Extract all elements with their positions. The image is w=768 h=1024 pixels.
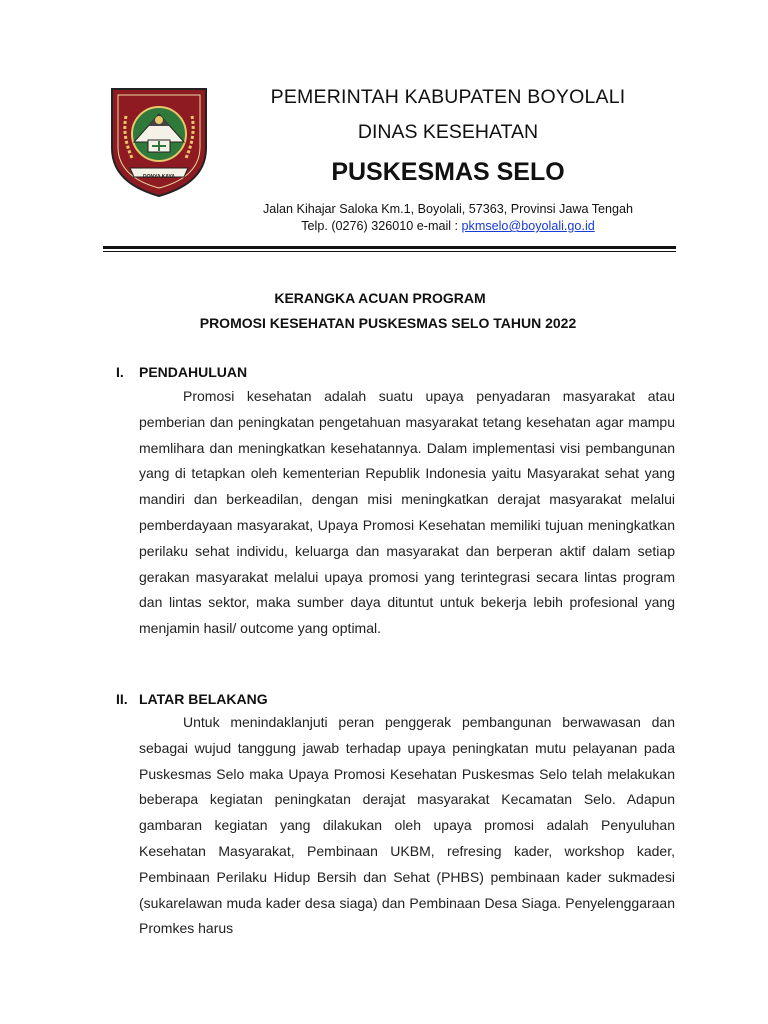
section-heading-latar-belakang xyxy=(116,691,268,707)
header-divider-thin xyxy=(103,251,676,252)
header-divider-thick xyxy=(103,246,676,249)
logo-motto: DONYA KAYA xyxy=(142,174,176,180)
section-body-latar-belakang: Untuk menindaklanjuti peran penggerak pembangunan berwawasan dan sebagai wujud tanggung jawab terhadap upaya peningkatan mutu pelayanan pada Puskesmas Selo maka Upaya Promosi Kesehatan Puskesmas Selo telah melakukan beberapa kegiatan peningkatan derajat masyarakat Kecamatan Selo. Adapun gambaran kegiatan yang dilakukan oleh upaya promosi adalah Penyuluhan Kesehatan Masyarakat, Pembinaan UKBM, refresing kader, workshop kader, Pembinaan Perilaku Hidup Bersih dan Sehat (PHBS) pembinaan kader sukmadesi (sukarelawan muda kader desa siaga) dan Pembinaan Desa Siaga. Penyelenggaraan Promkes harus xyxy=(139,714,675,937)
institution-name: PUSKESMAS SELO xyxy=(331,158,565,186)
document-title: KERANGKA ACUAN PROGRAM xyxy=(274,290,486,306)
document-subtitle: PROMOSI KESEHATAN PUSKESMAS SELO TAHUN 2022 xyxy=(199,315,577,331)
address-line: Jalan Kihajar Saloka Km.1, Boyolali, 57363, Provinsi Jawa Tengah xyxy=(262,202,634,216)
section-number: I. xyxy=(116,364,124,380)
contact-line xyxy=(228,219,668,233)
section-heading-pendahuluan xyxy=(116,364,247,380)
section-title: LATAR BELAKANG xyxy=(139,691,268,707)
boyolali-coat-of-arms-logo xyxy=(108,86,210,198)
section-body-pendahuluan: Promosi kesehatan adalah suatu upaya penyadaran masyarakat atau pemberian dan peningkatan pengetahuan masyarakat tetang kesehatan agar mampu memlihara dan meningkatkan kesehatannya. Dalam implementasi visi pembangunan yang di tetapkan oleh kementerian Republik Indonesia yaitu Masyarakat sehat yang mandiri dan berkeadilan, dengan misi meningkatkan derajat masyarakat melalui pemberdayaan masyarakat, Upaya Promosi Kesehatan memiliki tujuan meningkatkan perilaku sehat individu, keluarga dan masyarakat dan berperan aktif dalam setiap gerakan masyarakat melalui upaya promosi yang terintegrasi secara lintas program dan lintas sektor, maka sumber daya dituntut untuk bekerja lebih profesional yang menjamin hasil/ outcome yang optimal. xyxy=(139,388,675,637)
government-name: PEMERINTAH KABUPATEN BOYOLALI xyxy=(270,86,626,108)
section-number: II. xyxy=(116,691,128,707)
department-name: DINAS KESEHATAN xyxy=(357,121,539,143)
phone-text: Telp. (0276) 326010 e-mail : xyxy=(301,219,462,233)
section-title: PENDAHULUAN xyxy=(139,364,248,380)
email-link[interactable]: pkmselo@boyolali.go.id xyxy=(461,219,595,233)
